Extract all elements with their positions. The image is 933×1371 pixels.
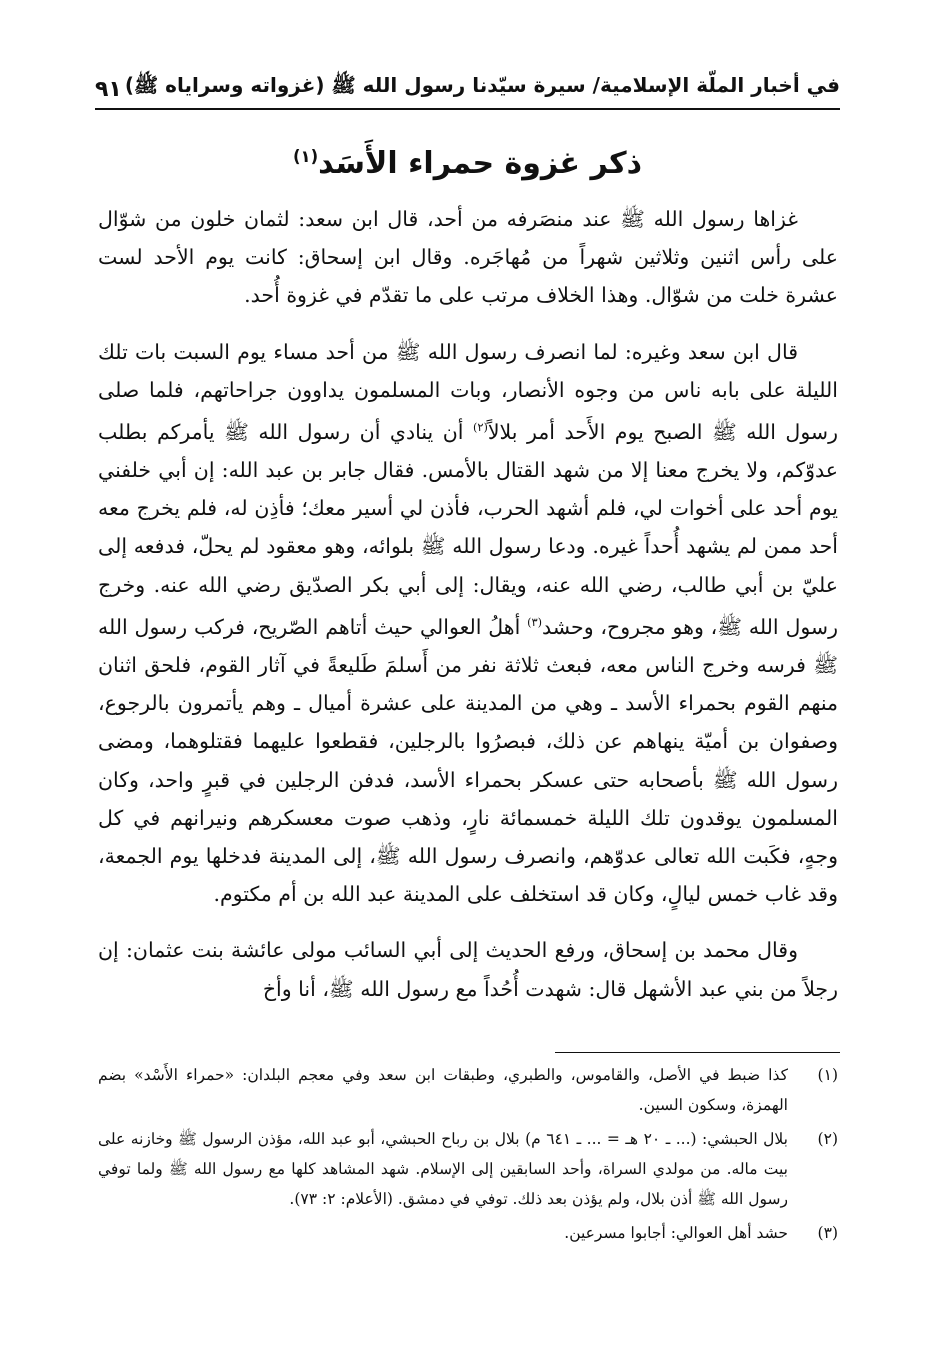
footnotes [98,1060,838,1252]
paragraph-1: غزاها رسول الله ﷺ عند منصَرفه من أحد، قال ابن سعد: لثمان خلون من شوّال على رأس اثنين وثلاثين شهراً من مُهاجَره. وقال ابن إسحاق: كانت يوم الأحد لست عشرة خلت من شوّال. وهذا الخلاف مرتب على ما تقدّم في غزوة أُحد. [98,207,838,308]
paragraph-2-part-1: قال ابن سعد وغيره: لما انصرف رسول الله ﷺ من أحد مساء يوم السبت بات تلك الليلة على بابه ناس من وجوه الأنصار، وبات المسلمون يداوون جراحاتهم، فلما صلى رسول الله ﷺ الصبح يوم الأَحد أمر بلالاً [98,339,838,444]
footnote-text: كذا ضبط في الأصل، والقاموس، والطبري، وطبقات ابن سعد وفي معجم البلدان: «حمراء الأَسْد» بضم الهمزة، وسكون السين. [98,1066,788,1114]
footnote-text: بلال الحبشي: (... ـ ٢٠ هـ = ... ـ ٦٤١ م) بلال بن رباح الحبشي، أبو عبد الله، مؤذن الرسول ﷺ وخازنه على بيت ماله. من مولدي السراة، وأحد السابقين إلى الإسلام. شهد المشاهد كلها مع رسول الله ﷺ ولما توفي رسول الله ﷺ أذن بلال، ولم يؤذن بعد ذلك. توفي في دمشق. (الأعلام: ٢: ٧٣). [98,1130,788,1208]
page-number: ٩١ [95,77,122,102]
footnote-divider [555,1052,840,1053]
paragraph-3: وقال محمد بن إسحاق، ورفع الحديث إلى أبي السائب مولى عائشة بنت عثمان: إن رجلاً من بني عبد الأشهل قال: شهدت أُحُداً مع رسول الله ﷺ، أنا وأخ [98,938,838,1001]
chapter-title [95,132,840,189]
footnote-3 [98,1218,838,1248]
body-text [98,200,838,1026]
footnote-ref-3: (٣) [527,615,542,629]
running-head: في أخبار الملّة الإسلامية/ سيرة سيّدنا رسول الله ﷺ (غزواته وسراياه ﷺ) [124,73,840,97]
footnote-1 [98,1060,838,1120]
chapter-title-text: ذكر غزوة حمراء الأَسَد [318,146,642,181]
footnote-2 [98,1124,838,1214]
footnote-text: حشد أهل العوالي: أجابوا مسرعين. [564,1224,788,1242]
footnote-number: (٣) [817,1224,838,1242]
footnote-number: (٢) [817,1130,838,1148]
paragraph-2-part-2: أن ينادي أن رسول الله ﷺ يأمركم بطلب عدوّكم، ولا يخرج معنا إلا من شهد القتال بالأمس. فقال جابر بن عبد الله: إن أبي خلفني يوم أحد على أخوات لي، فلم أشهد الحرب، فأذن لي أسير معك؛ فأذِن له، فلم يخرج معه أحد ممن لم يشهد أُحداً غيره. ودعا رسول الله ﷺ بلوائه، وهو معقود لم يحلّ، فدفعه إلى عليّ بن أبي طالب، رضي الله عنه، ويقال: إلى أبي بكر الصدّيق رضي الله عنه. وخرج رسول الله ﷺ، وهو مجروح، وحشد [98,419,839,639]
page-header [95,70,840,110]
footnote-ref-1: (١) [293,147,319,166]
paragraph-2 [98,333,838,914]
footnote-ref-2: (٢) [472,421,488,435]
footnote-number: (١) [817,1066,838,1084]
paragraph-2-part-3: أهلُ العوالي حيث أتاهم الصّريح، فركب رسول الله ﷺ فرسه وخرج الناس معه، فبعث ثلاثة نفر من أَسلمَ طَليعةً في آثار القوم، فلحق اثنان منهم القوم بحمراء الأسد ـ وهي من المدينة على عشرة أميال ـ وهم يأتمرون بالرجوع، وصفوان بن أميّة ينهاهم عن ذلك، فبصرُوا بالرجلين، فقطعوا عليهما فقتلوهما، ومضى رسول الله ﷺ بأصحابه حتى عسكر بحمراء الأسد، فدفن الرجلين في قبرٍ واحد، وكان المسلمون يوقدون تلك الليلة خمسمائة نارٍ، وذهب صوت معسكرهم ونيرانهم في كل وجهٍ، فكَبت الله تعالى عدوّهم، وانصرف رسول الله ﷺ، إلى المدينة فدخلها يوم الجمعة، وقد غاب خمس ليالٍ، وكان قد استخلف على المدينة عبد الله بن أم مكتوم. [98,614,838,907]
